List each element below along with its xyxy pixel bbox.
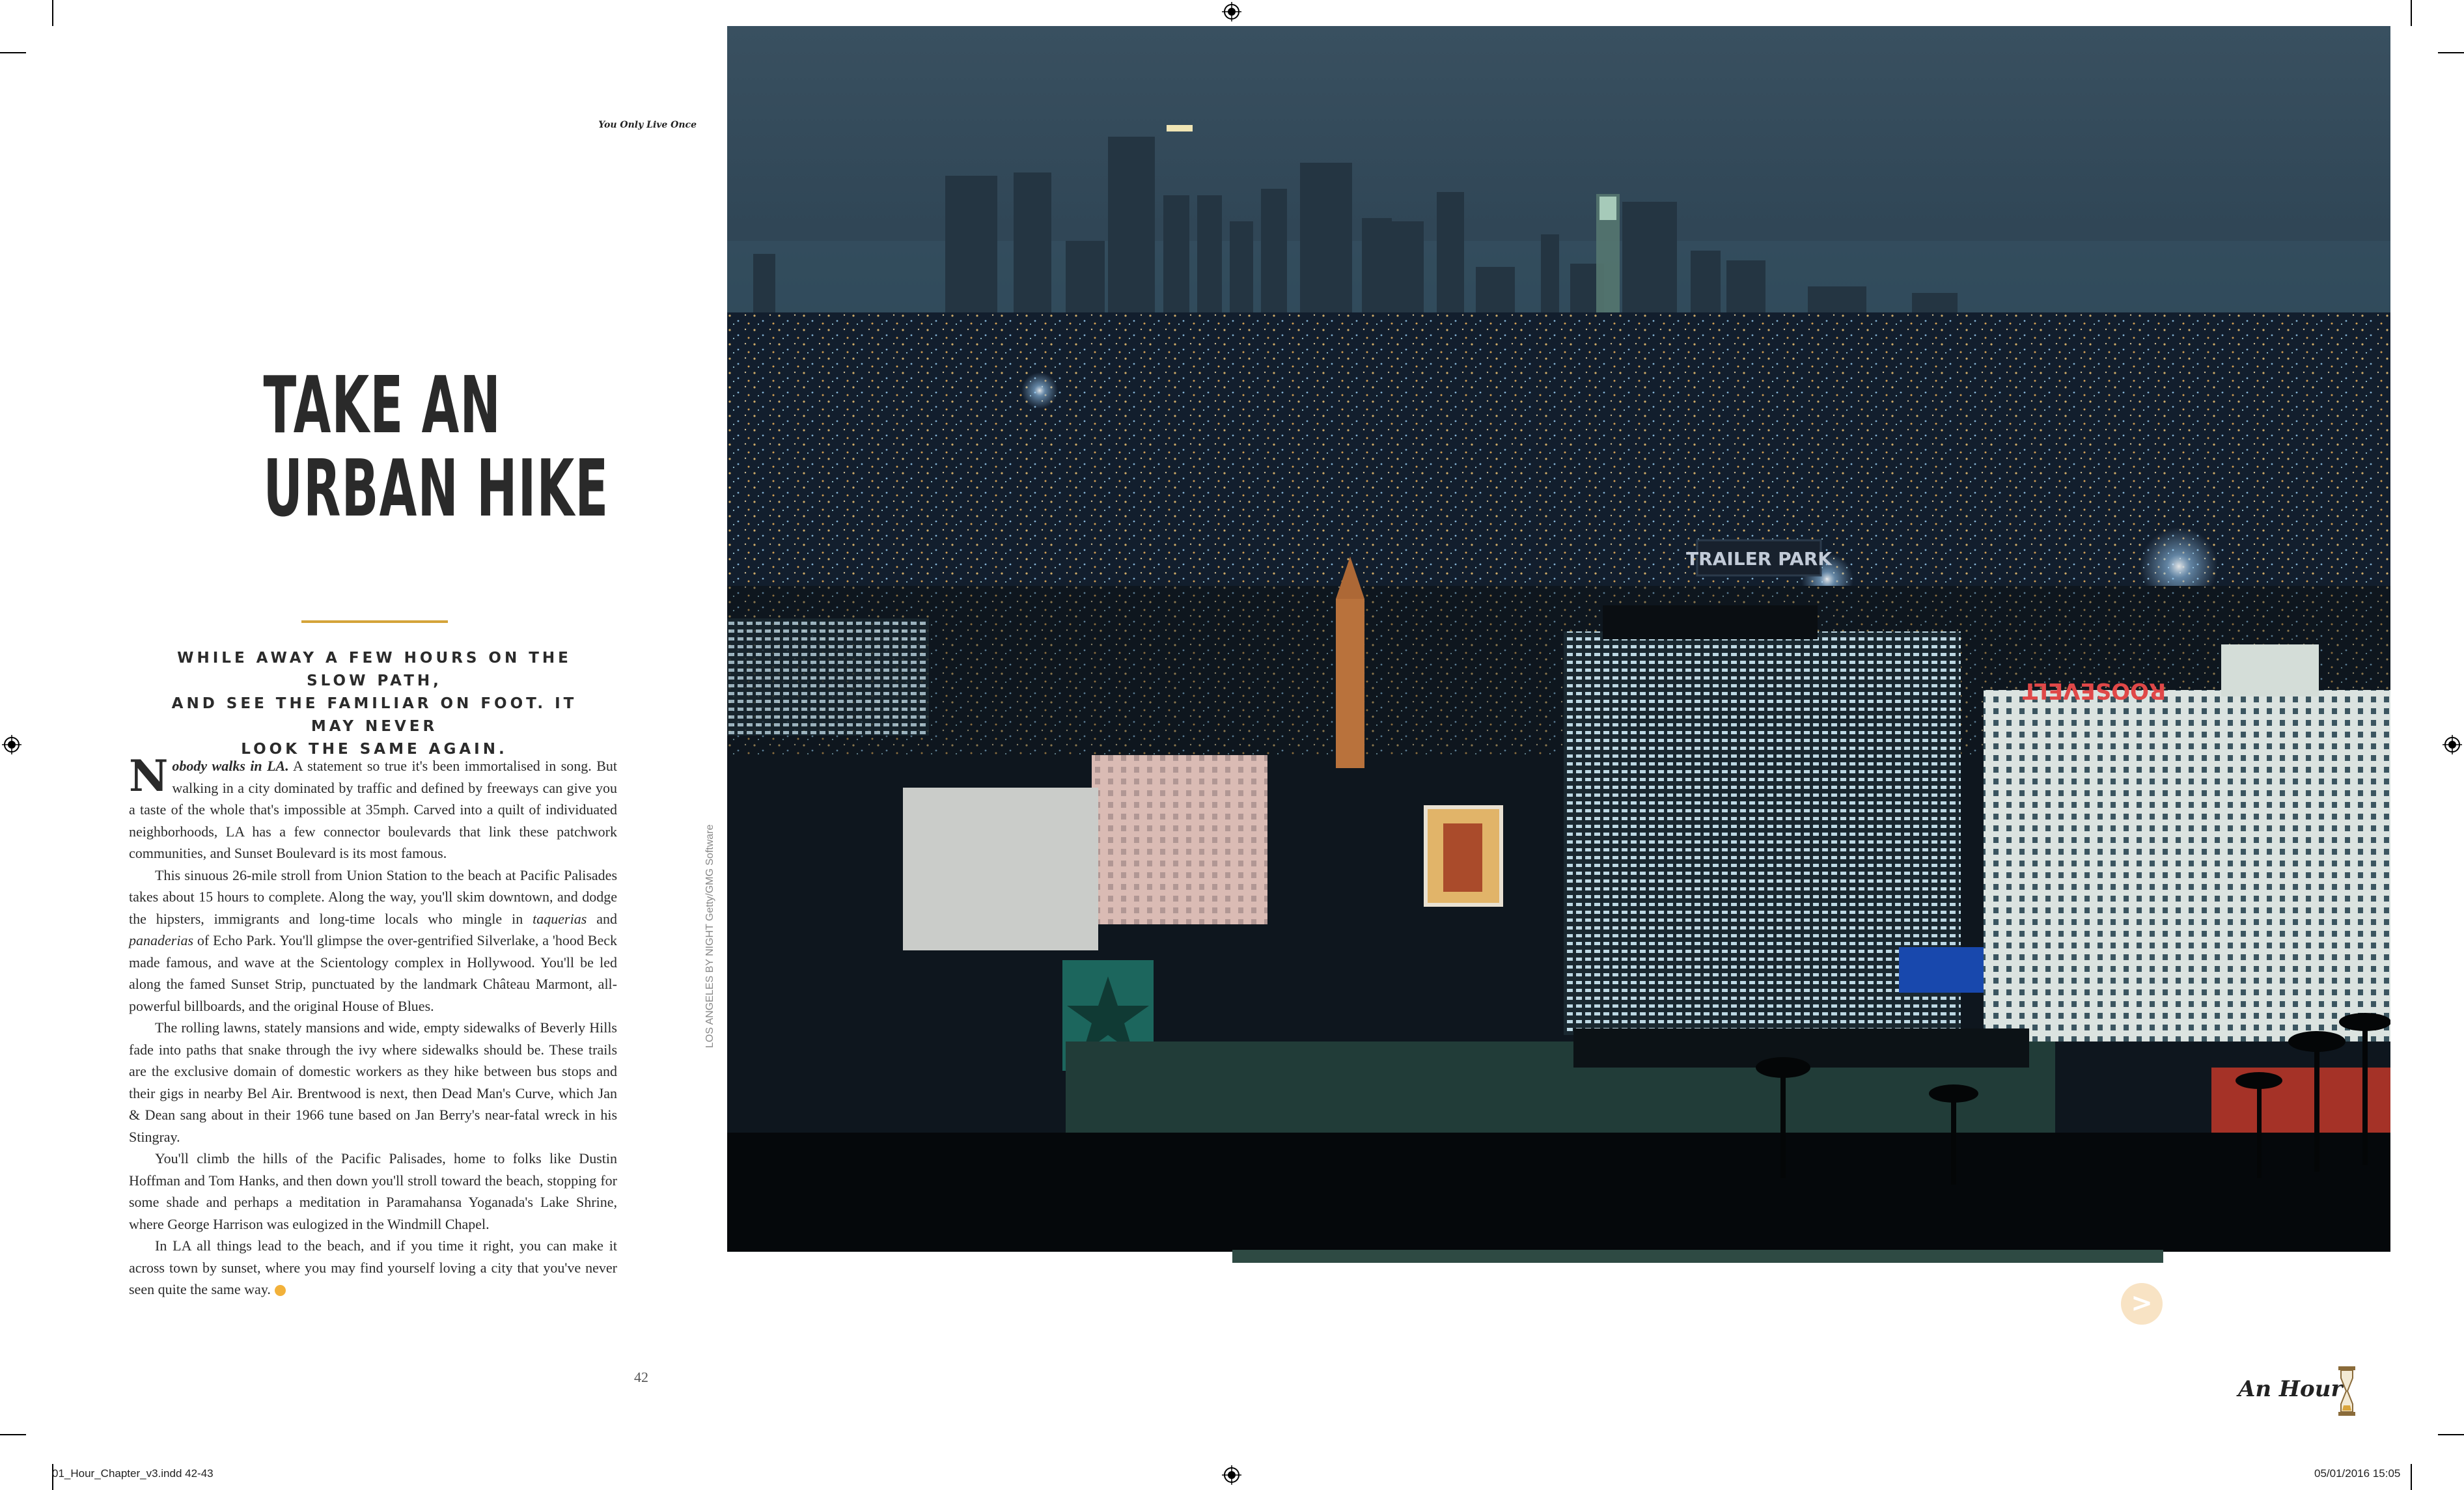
photo-credit: LOS ANGELES BY NIGHT Getty/GMG Software bbox=[704, 824, 715, 1048]
running-head: You Only Live Once bbox=[598, 120, 697, 130]
title-divider bbox=[301, 620, 448, 623]
registration-mark-icon bbox=[2443, 735, 2462, 754]
roosevelt-sign: ROOSEVELT bbox=[2022, 678, 2166, 704]
crop-mark bbox=[2438, 1434, 2464, 1435]
crop-mark bbox=[52, 0, 53, 26]
standfirst bbox=[163, 647, 586, 761]
standfirst-line-3: LOOK THE SAME AGAIN. bbox=[241, 741, 508, 758]
drop-cap: N bbox=[129, 751, 169, 801]
paragraph-1-text: A statement so true it's been immortalised in song. But walking in a city dominated by traffic and defined by freeways can give you a taste of the whole that's impossible at 35mph. Carved into a quilt of individuated neighborhoods, LA has a few connector boulevards that link these patchwork communities, and Sunset Boulevard is its most famous. bbox=[129, 758, 618, 861]
title-line-1: TAKE AN bbox=[263, 361, 501, 451]
hourglass-icon bbox=[2337, 1365, 2357, 1417]
slug-date-info: 05/01/2016 15:05 bbox=[2314, 1467, 2401, 1480]
city-night-photo bbox=[727, 26, 2390, 1252]
crop-mark bbox=[0, 1434, 26, 1435]
title-line-2: URBAN HIKE bbox=[263, 444, 609, 534]
slug-file-info: 01_Hour_Chapter_v3.indd 42-43 bbox=[52, 1467, 214, 1480]
crop-mark bbox=[2411, 0, 2412, 26]
standfirst-line-2: AND SEE THE FAMILIAR ON FOOT. IT MAY NEVER bbox=[171, 695, 577, 735]
paragraph-3: The rolling lawns, stately mansions and wide, empty sidewalks of Beverly Hills fade into paths that snake through the ivy where sidewalks should be. These trails are the exclusive domain of domestic workers as they hike between bus stops and their gigs in nearby Bel Air. Brentwood is next, then Dead Man's Curve, which Jan & Dean sang about in their 1966 tune based on Jan Berry's near-fatal wreck in his Stingray. bbox=[129, 1019, 617, 1145]
crop-mark bbox=[0, 52, 26, 53]
paragraph-2: This sinuous 26-mile stroll from Union Station to the beach at Pacific Palisades takes about 15 hours to complete. Along the way, you'll skim downtown, and dodge the hipsters, immigrants and long-time locals who mingle in taquerias and panaderias of Echo Park. You'll glimpse the over-gentrified Silverlake, a 'hood Beck made famous, and wave at the Scientology complex in Hollywood. You'll be led along the famed Sunset Strip, punctuated by the landmark Château Marmont, all-powerful billboards, and the original House of Blues. bbox=[129, 866, 617, 1014]
next-page-button[interactable]: > bbox=[2121, 1283, 2163, 1325]
end-mark-icon bbox=[275, 1285, 286, 1296]
crop-mark bbox=[2411, 1464, 2412, 1490]
brand-logo: An Hour bbox=[2238, 1376, 2343, 1402]
registration-mark-icon bbox=[2, 735, 21, 754]
standfirst-line-1: WHILE AWAY A FEW HOURS ON THE SLOW PATH, bbox=[177, 650, 572, 689]
caption-bar bbox=[1232, 1250, 2163, 1263]
lead-in: obody walks in LA. bbox=[172, 758, 289, 774]
page-number: 42 bbox=[634, 1369, 648, 1385]
page-title bbox=[263, 361, 609, 534]
paragraph-5: In LA all things lead to the beach, and if you time it right, you can make it across town by sunset, where you may find yourself loving a city that you've never seen quite the same way. bbox=[129, 1237, 617, 1297]
registration-mark-icon bbox=[1222, 1465, 1241, 1485]
paragraph-1 bbox=[129, 751, 618, 864]
trailer-park-sign: TRAILER PARK bbox=[1686, 548, 1832, 570]
crop-mark bbox=[2438, 52, 2464, 53]
paragraph-4: You'll climb the hills of the Pacific Palisades, home to folks like Dustin Hoffman and Tom Hanks, and then down you'll stroll toward the beach, stopping for some shade and perhaps a meditation in Paramahansa Yoganada's Lake Shrine, where George Harrison was eulogized in the Windmill Chapel. bbox=[129, 1150, 617, 1232]
article-body bbox=[129, 751, 618, 1301]
registration-mark-icon bbox=[1222, 2, 1241, 21]
